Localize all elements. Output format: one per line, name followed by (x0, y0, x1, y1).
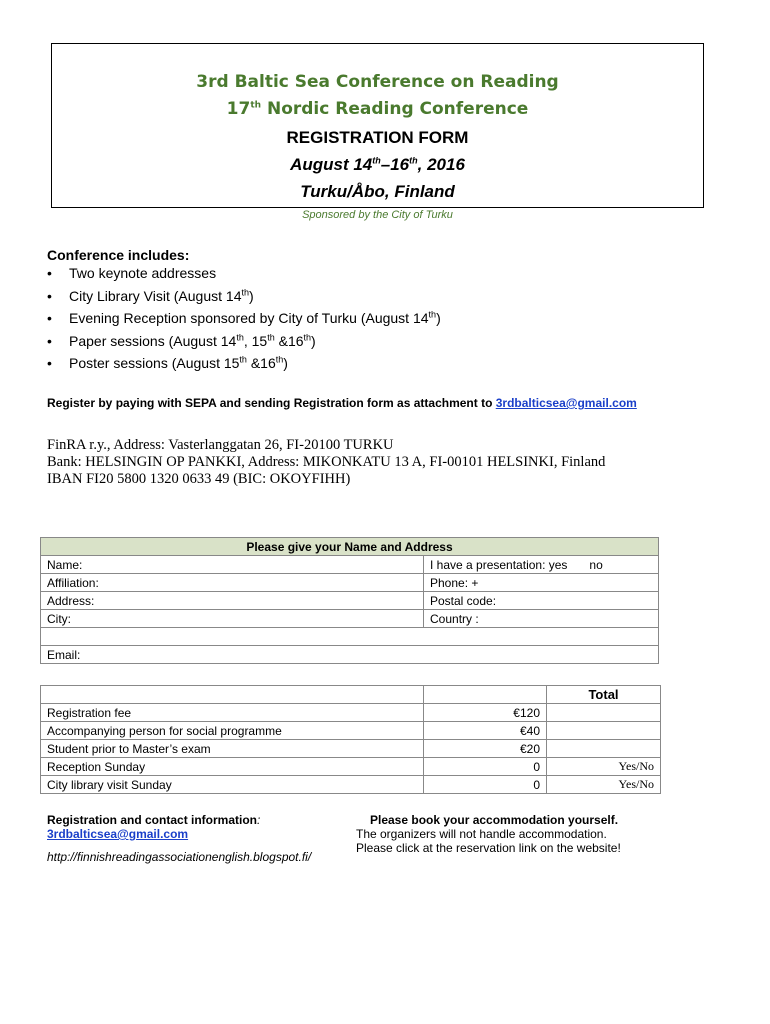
fee-table (40, 685, 661, 794)
fee-header-blank (41, 686, 424, 704)
address-table (40, 537, 659, 664)
fee-amount: 0 (424, 776, 547, 794)
fee-label: Student prior to Master’s exam (41, 740, 424, 758)
affiliation-field[interactable]: Affiliation: (41, 574, 424, 592)
register-instructions: Register by paying with SEPA and sending Registration form as attachment to 3rdbalticsea@gmail.com (47, 396, 637, 410)
conference-place: Turku/Åbo, Finland (300, 182, 455, 201)
bank-line-1: FinRA r.y., Address: Vasterlanggatan 26, FI-20100 TURKU (47, 437, 394, 453)
city-field[interactable]: City: (41, 610, 424, 628)
fee-amount: 0 (424, 758, 547, 776)
blog-url[interactable]: http://finnishreadingassociationenglish.blogspot.fi/ (47, 850, 312, 864)
conference-dates: August 14th–16th, 2016 (290, 155, 465, 174)
contact-email-link[interactable]: 3rdbalticsea@gmail.com (47, 827, 189, 841)
register-email-link[interactable]: 3rdbalticsea@gmail.com (495, 396, 637, 410)
accommodation-line-2: Please click at the reservation link on the website! (356, 841, 621, 855)
total-header: Total (547, 686, 661, 704)
list-item: • Evening Reception sponsored by City of Turku (August 14th) (47, 309, 441, 326)
fee-amount: €20 (424, 740, 547, 758)
bank-line-3: IBAN FI20 5800 1320 0633 49 (BIC: OKOYFIHH) (47, 471, 351, 487)
email-field[interactable]: Email: (41, 646, 659, 664)
table-row (41, 722, 661, 740)
phone-field[interactable]: Phone: + (424, 574, 659, 592)
list-item: • Paper sessions (August 14th, 15th &16th) (47, 331, 316, 349)
fee-label: Registration fee (41, 704, 424, 722)
address-field[interactable]: Address: (41, 592, 424, 610)
address-table-heading: Please give your Name and Address (41, 538, 659, 556)
list-item: • Two keynote addresses (47, 265, 217, 281)
bank-line-2: Bank: HELSINGIN OP PANKKI, Address: MIKONKATU 13 A, FI-00101 HELSINKI, Finland (47, 454, 606, 470)
list-item: • Poster sessions (August 15th &16th) (47, 354, 288, 371)
form-title: REGISTRATION FORM (286, 128, 469, 147)
table-row (41, 776, 661, 794)
fee-header-blank-2 (424, 686, 547, 704)
contact-title: Registration and contact information (47, 813, 258, 827)
list-item: • City Library Visit (August 14th) (47, 286, 254, 304)
yes-no-choice[interactable]: Yes/No (547, 776, 661, 794)
accommodation-line-1: The organizers will not handle accommodation. (356, 827, 607, 841)
table-row (41, 704, 661, 722)
fee-amount: €120 (424, 704, 547, 722)
fee-label: City library visit Sunday (41, 776, 424, 794)
accommodation-info (356, 813, 621, 855)
table-row (41, 740, 661, 758)
sponsor-note: Sponsored by the City of Turku (302, 209, 453, 221)
yes-no-choice[interactable]: Yes/No (547, 758, 661, 776)
presentation-field[interactable]: I have a presentation: yes no (424, 556, 659, 574)
conference-title: 3rd Baltic Sea Conference on Reading (196, 72, 559, 92)
table-row (41, 758, 661, 776)
fee-label: Accompanying person for social programme (41, 722, 424, 740)
blank-row (41, 628, 659, 646)
contact-info: Registration and contact information: 3rdbalticsea@gmail.com http://finnishreadingassociationenglish.blogspot.fi/ (47, 813, 312, 864)
includes-title: Conference includes: (47, 247, 190, 263)
includes-list (47, 264, 441, 377)
fee-amount: €40 (424, 722, 547, 740)
country-field[interactable]: Country : (424, 610, 659, 628)
fee-total-cell[interactable] (547, 722, 661, 740)
accommodation-title: Please book your accommodation yourself. (370, 813, 619, 827)
fee-total-cell[interactable] (547, 704, 661, 722)
postal-code-field[interactable]: Postal code: (424, 592, 659, 610)
conference-subtitle: 17th Nordic Reading Conference (226, 99, 529, 119)
fee-total-cell[interactable] (547, 740, 661, 758)
name-field[interactable]: Name: (41, 556, 424, 574)
fee-label: Reception Sunday (41, 758, 424, 776)
